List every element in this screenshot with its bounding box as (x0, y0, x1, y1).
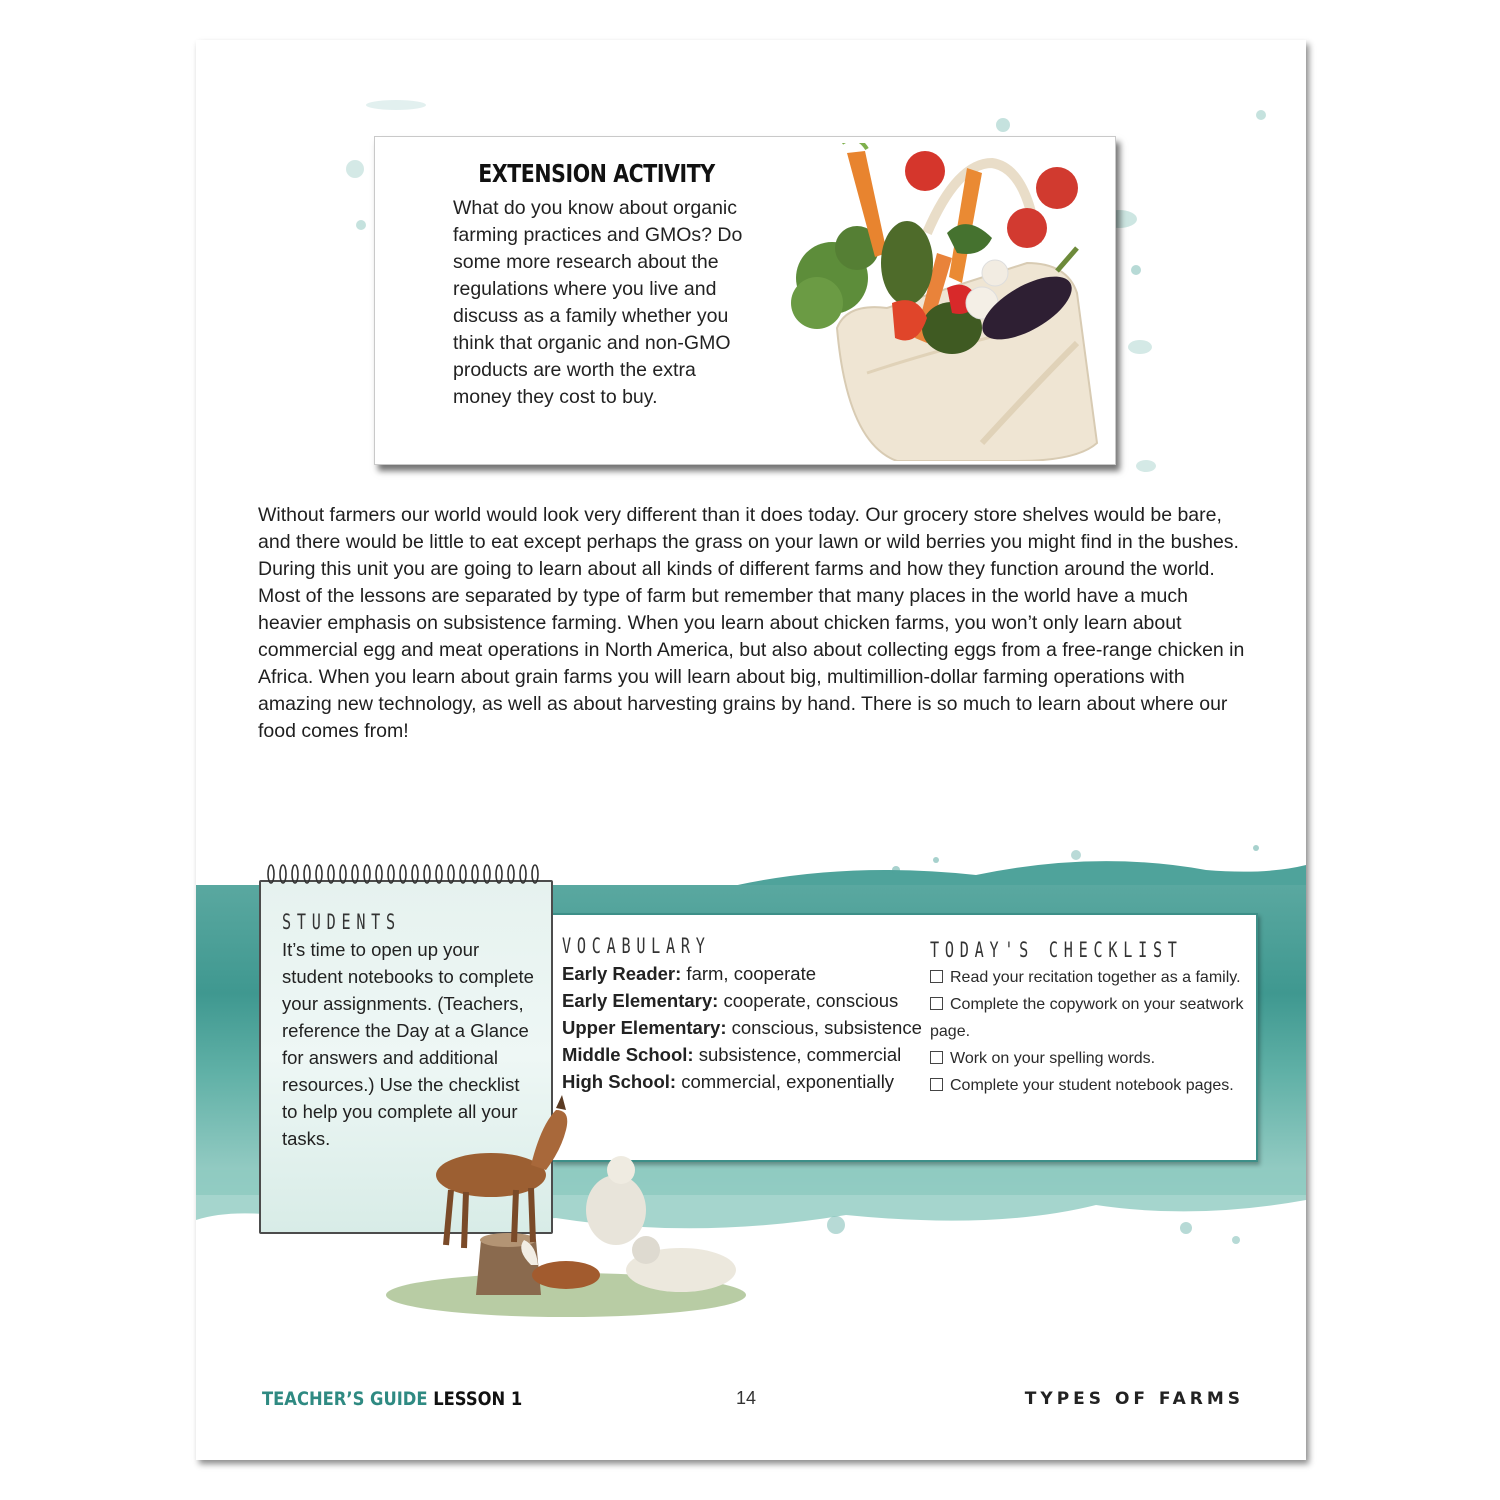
checklist-item (930, 991, 1260, 1045)
checkbox[interactable] (930, 970, 943, 983)
checklist-item-label: Complete the copywork on your seatwork page. (930, 996, 1244, 1040)
checkbox[interactable] (930, 1078, 943, 1091)
vocab-words: cooperate, conscious (718, 990, 899, 1011)
checklist-heading: TODAY'S CHECKLIST (930, 938, 1183, 962)
vocab-level: Early Elementary: (562, 990, 719, 1011)
checklist-item (930, 1072, 1260, 1099)
vocab-level: Middle School: (562, 1044, 694, 1065)
vocab-words: conscious, subsistence (726, 1017, 922, 1038)
vocab-item (562, 1041, 932, 1068)
main-paragraph: Without farmers our world would look very different than it does today. Our grocery store shelves would be bare, and there would be little to eat except perhaps the grass on your lawn or wild berries you might find in the bushes. During this unit you are going to learn about all kinds of different farms and how they function around the world. Most of the lessons are separated by type of farm but remember that many places in the world have a much heavier emphasis on subsistence farming. When you learn about chicken farms, you won’t only learn about commercial egg and meat operations in North America, but also about collecting eggs from a free-range chicken in Africa. When you learn about grain farms you will learn about big, multimillion-dollar farming operations with amazing new technology, as well as about harvesting grains by hand. There is so much to learn about where our food comes from! (258, 504, 1245, 742)
vocab-words: farm, cooperate (681, 963, 816, 984)
footer-unit-title: TYPES OF FARMS (1024, 1389, 1244, 1409)
vocab-level: Early Reader: (562, 963, 682, 984)
students-text: It’s time to open up your student notebooks to complete your assignments. (Teachers, reference the Day at a Glance for answers and additional resources.) Use the checklist to help you complete all your tasks. (282, 939, 534, 1149)
vocab-words: subsistence, commercial (693, 1044, 902, 1065)
footer-guide-lesson (262, 1388, 522, 1410)
extension-title: EXTENSION ACTIVITY (478, 159, 715, 188)
footer-guide: TEACHER’S GUIDE (262, 1388, 428, 1410)
vocab-item (562, 1014, 932, 1041)
vocab-item (562, 960, 932, 987)
vegetable-bag-image (777, 143, 1107, 461)
checkbox[interactable] (930, 1051, 943, 1064)
vocabulary-heading: VOCABULARY (562, 934, 711, 958)
extension-activity-card (374, 136, 1116, 465)
checklist-section (930, 937, 1260, 1099)
vocab-level: Upper Elementary: (562, 1017, 727, 1038)
vocab-words: commercial, exponentially (676, 1071, 895, 1092)
footer-lesson: LESSON 1 (433, 1388, 523, 1410)
book-page (196, 40, 1306, 1460)
vocab-level: High School: (562, 1071, 677, 1092)
page-number: 14 (736, 1388, 757, 1408)
checklist-item (930, 1045, 1260, 1072)
checkbox[interactable] (930, 997, 943, 1010)
spiral-binding (263, 860, 547, 890)
extension-body: What do you know about organic farming practices and GMOs? Do some more research about the regulations where you live and discuss as a family whether you think that organic and non-GMO products are worth the extra money they cost to buy. (453, 197, 743, 408)
goats-illustration (366, 1070, 746, 1330)
checklist-item-label: Complete your student notebook pages. (950, 1077, 1234, 1094)
checklist-item (930, 964, 1260, 991)
checklist-item-label: Work on your spelling words. (950, 1050, 1156, 1067)
checklist-item-label: Read your recitation together as a family. (950, 969, 1241, 986)
vocab-item (562, 987, 932, 1014)
students-heading: STUDENTS (282, 910, 401, 934)
